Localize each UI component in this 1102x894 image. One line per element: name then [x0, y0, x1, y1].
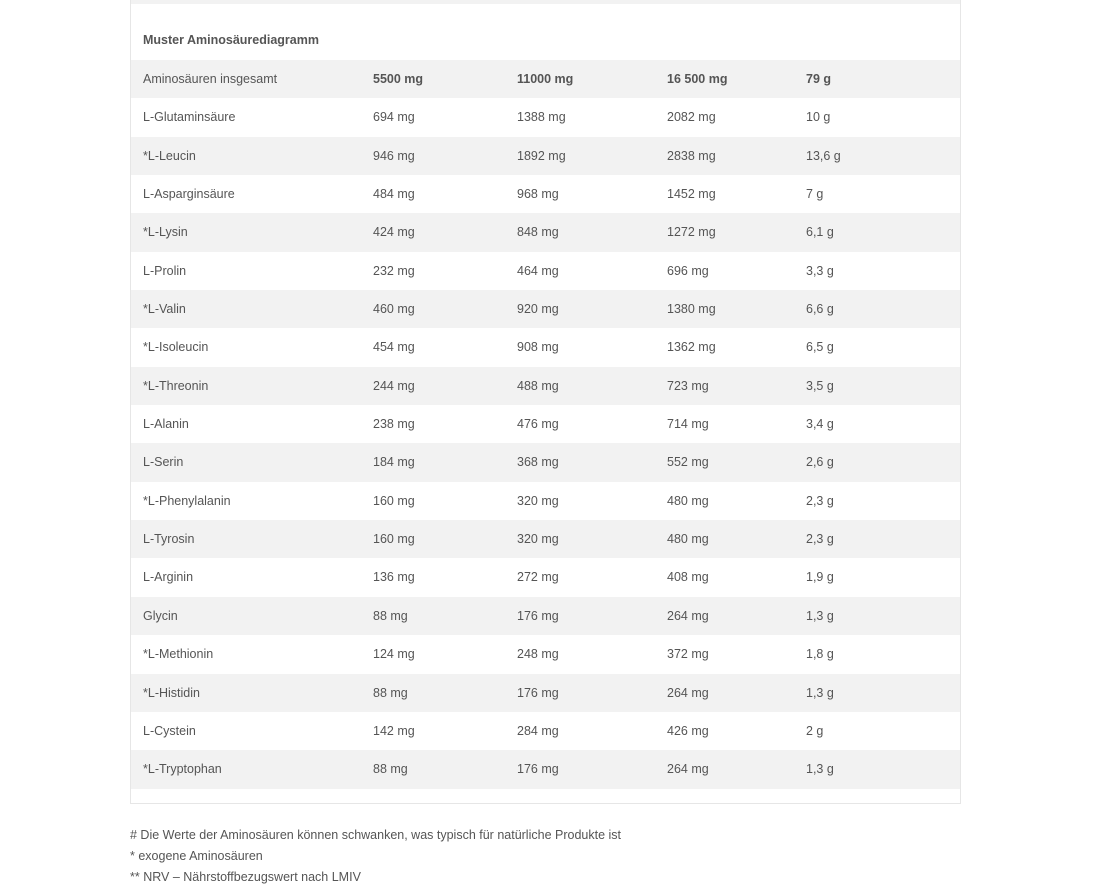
amino-acid-value: 11000 mg — [517, 72, 574, 86]
amino-acid-name: *L-Leucin — [143, 148, 196, 163]
amino-acid-name: *L-Valin — [143, 302, 186, 317]
amino-acid-value: 6,5 g — [806, 340, 834, 355]
table-row — [131, 252, 960, 290]
amino-acid-value: 714 mg — [667, 417, 709, 432]
amino-acid-value: 454 mg — [373, 340, 415, 355]
amino-acid-value: 464 mg — [517, 263, 559, 278]
amino-acid-value: 320 mg — [517, 493, 559, 508]
table-row — [131, 597, 960, 635]
table-row — [131, 443, 960, 481]
footnotes — [130, 825, 621, 888]
amino-acid-value: 142 mg — [373, 723, 415, 738]
amino-acid-value: 1362 mg — [667, 340, 716, 355]
table-row — [131, 712, 960, 750]
amino-acid-value: 552 mg — [667, 455, 709, 470]
amino-acid-value: 2 g — [806, 723, 824, 738]
table-row — [131, 328, 960, 366]
amino-acid-name: *L-Histidin — [143, 685, 200, 700]
amino-acid-value: 3,5 g — [806, 378, 834, 393]
amino-acid-value: 480 mg — [667, 532, 709, 547]
amino-acid-value: 160 mg — [373, 532, 415, 547]
amino-acid-value: 1,3 g — [806, 685, 834, 700]
amino-acid-value: 1,3 g — [806, 608, 834, 623]
amino-acid-value: 264 mg — [667, 762, 709, 777]
amino-acid-value: 476 mg — [517, 417, 559, 432]
table-row — [131, 558, 960, 596]
amino-acid-value: 88 mg — [373, 608, 408, 623]
table-row — [131, 290, 960, 328]
footnote: # Die Werte der Aminosäuren können schwanken, was typisch für natürliche Produkte ist — [130, 828, 621, 842]
table-row — [131, 175, 960, 213]
amino-acid-value: 1,3 g — [806, 762, 834, 777]
amino-acid-value: 368 mg — [517, 455, 559, 470]
amino-acid-value: 946 mg — [373, 148, 415, 163]
amino-acid-value: 1388 mg — [517, 110, 566, 125]
amino-acid-value: 968 mg — [517, 187, 559, 202]
amino-acid-value: 848 mg — [517, 225, 559, 240]
amino-acid-value: 460 mg — [373, 302, 415, 317]
amino-acid-value: 488 mg — [517, 378, 559, 393]
amino-acid-name: *L-Tryptophan — [143, 762, 222, 777]
table-row — [131, 405, 960, 443]
amino-acid-value: 1892 mg — [517, 148, 566, 163]
amino-acid-name: L-Cystein — [143, 723, 196, 738]
amino-acid-name: L-Prolin — [143, 263, 187, 278]
amino-acid-value: 244 mg — [373, 378, 415, 393]
amino-acid-value: 1,9 g — [806, 570, 834, 585]
amino-acid-value: 176 mg — [517, 685, 559, 700]
amino-acid-value: 3,4 g — [806, 417, 834, 432]
table-row — [131, 367, 960, 405]
amino-acid-value: 238 mg — [373, 417, 415, 432]
amino-acid-value: 2,6 g — [806, 455, 834, 470]
amino-acid-value: 248 mg — [517, 647, 559, 662]
amino-acid-value: 160 mg — [373, 493, 415, 508]
table-row — [131, 674, 960, 712]
amino-acid-value: 232 mg — [373, 263, 415, 278]
amino-acid-name: L-Glutaminsäure — [143, 110, 236, 125]
amino-acid-value: 88 mg — [373, 762, 408, 777]
table-row — [131, 98, 960, 136]
amino-acid-value: 16 500 mg — [667, 72, 728, 86]
amino-acid-name: Glycin — [143, 608, 178, 623]
amino-acid-value: 2,3 g — [806, 532, 834, 547]
amino-acid-name: *L-Phenylalanin — [143, 493, 231, 508]
amino-acid-value: 88 mg — [373, 685, 408, 700]
amino-acid-value: 264 mg — [667, 685, 709, 700]
amino-acid-value: 480 mg — [667, 493, 709, 508]
table-row — [131, 520, 960, 558]
amino-acid-value: 264 mg — [667, 608, 709, 623]
amino-acid-value: 79 g — [806, 72, 832, 86]
amino-acid-value: 484 mg — [373, 187, 415, 202]
amino-acid-value: 920 mg — [517, 302, 559, 317]
amino-acid-name: L-Asparginsäure — [143, 187, 235, 202]
amino-acid-value: 136 mg — [373, 570, 415, 585]
amino-acid-value: 1,8 g — [806, 647, 834, 662]
amino-acid-table — [131, 60, 960, 789]
amino-acid-name: *L-Methionin — [143, 647, 214, 662]
amino-acid-value: 1452 mg — [667, 187, 716, 202]
amino-acid-name: L-Tyrosin — [143, 532, 195, 547]
amino-acid-value: 1380 mg — [667, 302, 716, 317]
amino-acid-value: 723 mg — [667, 378, 709, 393]
amino-acid-value: 5500 mg — [373, 72, 424, 86]
amino-acid-name: L-Alanin — [143, 417, 189, 432]
table-row — [131, 137, 960, 175]
amino-acid-value: 184 mg — [373, 455, 415, 470]
amino-acid-value: 284 mg — [517, 723, 559, 738]
amino-acid-panel — [130, 0, 961, 804]
amino-acid-value: 1272 mg — [667, 225, 716, 240]
panel-top-strip — [131, 0, 960, 4]
table-row — [131, 635, 960, 673]
footnote: ** NRV – Nährstoffbezugswert nach LMIV — [130, 870, 361, 884]
footnote: * exogene Aminosäuren — [130, 849, 263, 863]
amino-acid-value: 6,6 g — [806, 302, 834, 317]
amino-acid-value: 372 mg — [667, 647, 709, 662]
amino-acid-value: 696 mg — [667, 263, 709, 278]
amino-acid-value: 3,3 g — [806, 263, 834, 278]
amino-acid-value: 694 mg — [373, 110, 415, 125]
amino-acid-value: 908 mg — [517, 340, 559, 355]
amino-acid-value: 426 mg — [667, 723, 709, 738]
amino-acid-value: 424 mg — [373, 225, 415, 240]
amino-acid-value: 176 mg — [517, 608, 559, 623]
amino-acid-value: 13,6 g — [806, 148, 841, 163]
amino-acid-name: Aminosäuren insgesamt — [143, 72, 278, 86]
amino-acid-value: 2838 mg — [667, 148, 716, 163]
amino-acid-value: 10 g — [806, 110, 831, 125]
amino-acid-name: L-Arginin — [143, 570, 194, 585]
table-row — [131, 750, 960, 788]
amino-acid-value: 2082 mg — [667, 110, 716, 125]
amino-acid-value: 272 mg — [517, 570, 559, 585]
amino-acid-value: 408 mg — [667, 570, 709, 585]
amino-acid-value: 176 mg — [517, 762, 559, 777]
amino-acid-value: 7 g — [806, 187, 824, 202]
amino-acid-value: 124 mg — [373, 647, 415, 662]
amino-acid-name: *L-Isoleucin — [143, 340, 209, 355]
amino-acid-name: L-Serin — [143, 455, 184, 470]
table-row-total — [131, 60, 960, 98]
table-row — [131, 482, 960, 520]
amino-acid-value: 6,1 g — [806, 225, 834, 240]
amino-acid-value: 2,3 g — [806, 493, 834, 508]
table-title: Muster Aminosäurediagramm — [143, 33, 319, 47]
amino-acid-name: *L-Threonin — [143, 378, 209, 393]
amino-acid-name: *L-Lysin — [143, 225, 188, 240]
amino-acid-value: 320 mg — [517, 532, 559, 547]
table-row — [131, 213, 960, 251]
